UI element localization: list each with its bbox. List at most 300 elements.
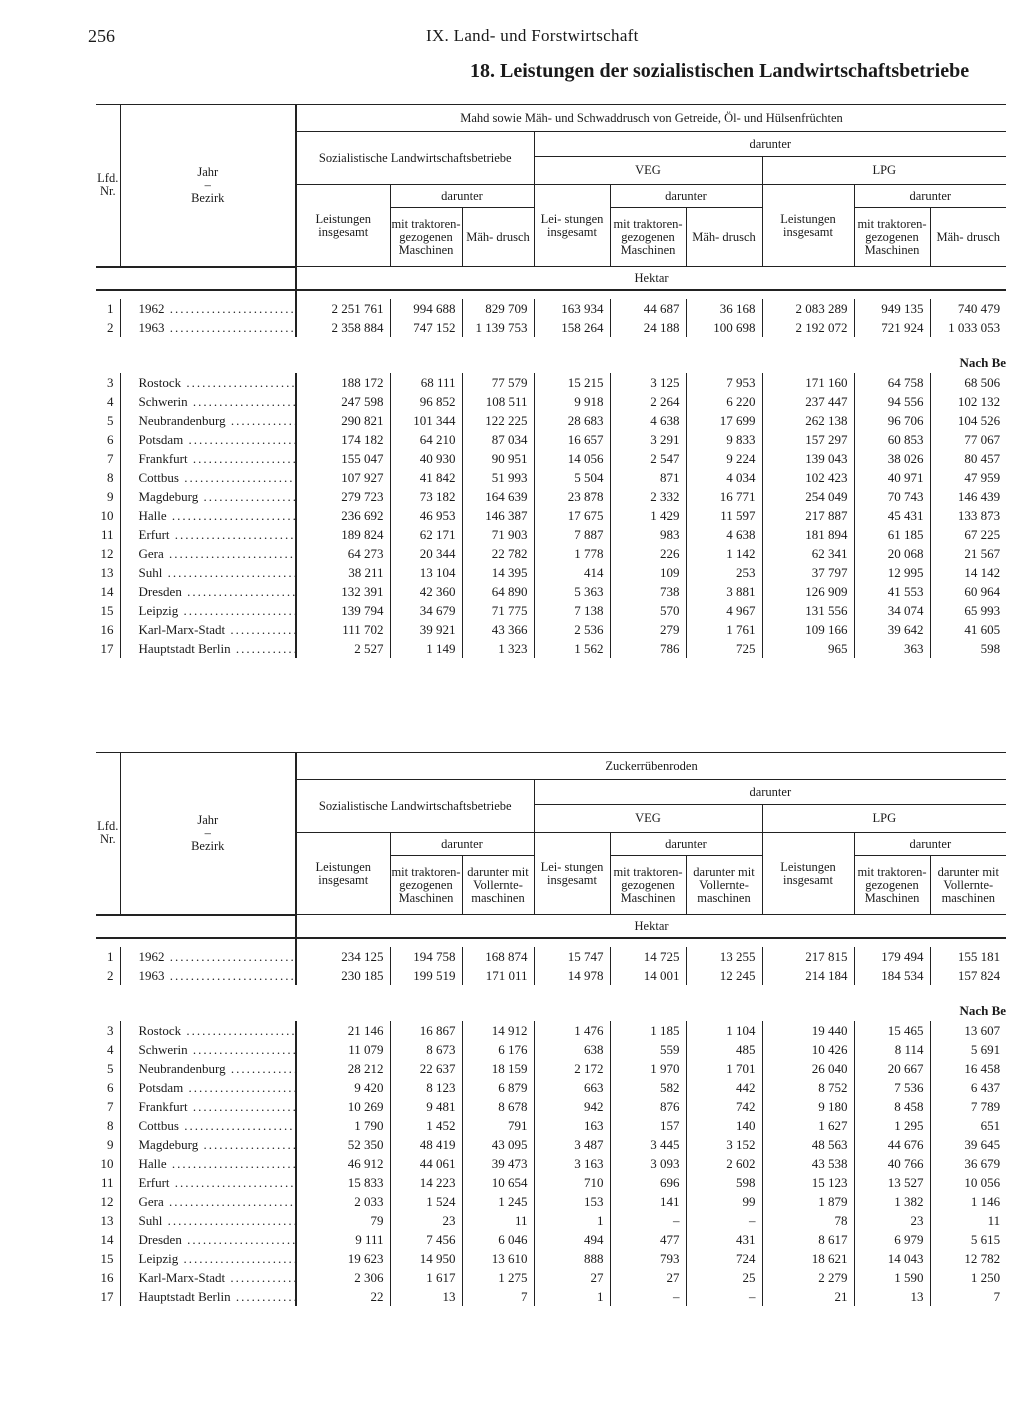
table-cell: 42 360 [390, 582, 462, 601]
table-cell: 44 687 [610, 299, 686, 318]
table-cell: 1 790 [296, 1116, 390, 1135]
table-cell: 141 [610, 1192, 686, 1211]
table-cell: 46 953 [390, 506, 462, 525]
table-cell: 1 778 [534, 544, 610, 563]
table-cell: 14 223 [390, 1173, 462, 1192]
mit-traktoren-header: mit traktoren- gezogenen Maschinen [854, 856, 930, 915]
table-cell: 77 067 [930, 430, 1006, 449]
table-row [96, 1154, 1006, 1173]
table-cell: 942 [534, 1097, 610, 1116]
table-cell: 34 679 [390, 601, 462, 620]
table-cell: 27 [534, 1268, 610, 1287]
table-cell: 20 068 [854, 544, 930, 563]
table-cell: 43 538 [762, 1154, 854, 1173]
row-label: Hauptstadt Berlin ..... [120, 1287, 296, 1306]
table-title: 18. Leistungen der sozialistischen Landwirtschaftsbetriebe [470, 60, 970, 82]
table-row [96, 1021, 1006, 1040]
table-row [96, 430, 1006, 449]
darunter-subheader: darunter [390, 833, 534, 856]
table-row [96, 947, 1006, 966]
table-cell: 8 673 [390, 1040, 462, 1059]
row-number: 7 [107, 451, 114, 466]
table-cell: 21 567 [930, 544, 1006, 563]
table-cell: 78 [762, 1211, 854, 1230]
row-number: 7 [107, 1099, 114, 1114]
row-number: 5 [107, 413, 114, 428]
row-label: Neubrandenburg ..... [120, 411, 296, 430]
table-cell: 1 323 [462, 639, 534, 658]
table-row [96, 1192, 1006, 1211]
table-cell: 1 476 [534, 1021, 610, 1040]
table-cell: 71 775 [462, 601, 534, 620]
row-label: 1962 ..... [120, 947, 296, 966]
page-number: 256 [88, 26, 115, 46]
row-label: Rostock ..... [120, 373, 296, 392]
table-cell: 1 [534, 1211, 610, 1230]
row-label: Erfurt ..... [120, 1173, 296, 1192]
row-number: 14 [100, 584, 114, 599]
mit-traktoren-header: mit traktoren- gezogenen Maschinen [610, 208, 686, 267]
table-cell: 3 093 [610, 1154, 686, 1173]
row-number: 10 [100, 1156, 114, 1171]
table-cell: 22 637 [390, 1059, 462, 1078]
statistics-table-zuckerrueben [96, 752, 1006, 1306]
table-cell: 3 291 [610, 430, 686, 449]
table-row [96, 1040, 1006, 1059]
table-cell: 4 638 [610, 411, 686, 430]
row-label: Gera ..... [120, 1192, 296, 1211]
table-cell: 48 563 [762, 1135, 854, 1154]
table-row [96, 1287, 1006, 1306]
table-cell: 721 924 [854, 318, 930, 337]
table-cell: 96 706 [854, 411, 930, 430]
table-cell: 1 033 053 [930, 318, 1006, 337]
table-cell: 104 526 [930, 411, 1006, 430]
row-number: 17 [100, 641, 114, 656]
table-cell: 6 437 [930, 1078, 1006, 1097]
table-cell: 247 598 [296, 392, 390, 411]
table-cell: 39 645 [930, 1135, 1006, 1154]
table-cell: 39 473 [462, 1154, 534, 1173]
row-label: Potsdam ..... [120, 430, 296, 449]
table-cell: 40 930 [390, 449, 462, 468]
table-cell: 262 138 [762, 411, 854, 430]
table-cell: 983 [610, 525, 686, 544]
row-label: Leipzig ..... [120, 601, 296, 620]
table-cell: 4 638 [686, 525, 762, 544]
table-cell: 131 556 [762, 601, 854, 620]
darunter-header: darunter [534, 132, 1006, 157]
row-label: Leipzig ..... [120, 1249, 296, 1268]
row-number: 6 [107, 1080, 114, 1095]
section-label: Nach Be [959, 355, 1007, 370]
table-cell: 40 766 [854, 1154, 930, 1173]
table-cell: 179 494 [854, 947, 930, 966]
table-cell: 2 172 [534, 1059, 610, 1078]
lpg-header: LPG [762, 805, 1006, 833]
table-cell: 12 782 [930, 1249, 1006, 1268]
table-cell: 43 366 [462, 620, 534, 639]
table-cell: 68 111 [390, 373, 462, 392]
table-cell: 237 447 [762, 392, 854, 411]
row-number: 11 [100, 527, 114, 542]
table-cell: 1 275 [462, 1268, 534, 1287]
row-label: Halle ..... [120, 506, 296, 525]
table-cell: 8 458 [854, 1097, 930, 1116]
table-cell: 888 [534, 1249, 610, 1268]
table-cell: 3 152 [686, 1135, 762, 1154]
table-cell: 214 184 [762, 966, 854, 985]
table-cell: 15 747 [534, 947, 610, 966]
table-cell: 23 878 [534, 487, 610, 506]
row-number: 3 [107, 375, 114, 390]
table-cell: 598 [930, 639, 1006, 658]
table-cell: 15 465 [854, 1021, 930, 1040]
table-cell: 108 511 [462, 392, 534, 411]
mit-traktoren-header: mit traktoren- gezogenen Maschinen [610, 856, 686, 915]
table-cell: 230 185 [296, 966, 390, 985]
veg-darunter-header: darunter [610, 833, 762, 856]
table-cell: 14 912 [462, 1021, 534, 1040]
table-cell: 133 873 [930, 506, 1006, 525]
table-cell: 41 553 [854, 582, 930, 601]
unit-hektar: Hektar [296, 267, 1006, 291]
table-cell: 44 676 [854, 1135, 930, 1154]
table-cell: 8 752 [762, 1078, 854, 1097]
table-cell: 2 251 761 [296, 299, 390, 318]
table-cell: 16 771 [686, 487, 762, 506]
row-number: 8 [107, 1118, 114, 1133]
table-cell: 13 527 [854, 1173, 930, 1192]
table-cell: 786 [610, 639, 686, 658]
table-cell: 52 350 [296, 1135, 390, 1154]
table-cell: 9 111 [296, 1230, 390, 1249]
table-cell: 4 034 [686, 468, 762, 487]
table-cell: 16 458 [930, 1059, 1006, 1078]
table-cell: 100 698 [686, 318, 762, 337]
table-row [96, 601, 1006, 620]
table-row [96, 449, 1006, 468]
table-cell: 14 142 [930, 563, 1006, 582]
table-cell: 155 047 [296, 449, 390, 468]
table-row [96, 620, 1006, 639]
table-cell: 1 590 [854, 1268, 930, 1287]
table-cell: 34 074 [854, 601, 930, 620]
table-cell: – [686, 1211, 762, 1230]
table-cell: 158 264 [534, 318, 610, 337]
table-cell: 5 691 [930, 1040, 1006, 1059]
mit-traktoren-header: mit traktoren- gezogenen Maschinen [390, 856, 462, 915]
table-cell: 28 683 [534, 411, 610, 430]
table-cell: 111 702 [296, 620, 390, 639]
table-cell: 171 011 [462, 966, 534, 985]
row-number: 9 [107, 1137, 114, 1152]
table-cell: 9 420 [296, 1078, 390, 1097]
table-cell: 14 725 [610, 947, 686, 966]
table-cell: 477 [610, 1230, 686, 1249]
table-cell: 7 789 [930, 1097, 1006, 1116]
row-label: Karl-Marx-Stadt ..... [120, 620, 296, 639]
bezirk-label: Bezirk [191, 838, 225, 853]
row-number: 8 [107, 470, 114, 485]
table-cell: 217 887 [762, 506, 854, 525]
table-cell: 11 [462, 1211, 534, 1230]
veg-leistungen-header: Lei- stungen insgesamt [534, 833, 610, 915]
table-cell: 101 344 [390, 411, 462, 430]
table-cell: 17 699 [686, 411, 762, 430]
table-cell: 2 602 [686, 1154, 762, 1173]
table-cell: 41 605 [930, 620, 1006, 639]
table-cell: 6 879 [462, 1078, 534, 1097]
table-cell: 47 959 [930, 468, 1006, 487]
table-cell: 99 [686, 1192, 762, 1211]
table-cell: 738 [610, 582, 686, 601]
table-cell: 696 [610, 1173, 686, 1192]
col3-header: darunter mit Vollernte- maschinen [686, 856, 762, 915]
table-cell: 20 667 [854, 1059, 930, 1078]
table-cell: 18 159 [462, 1059, 534, 1078]
darunter-header: darunter [534, 780, 1006, 805]
table-cell: 102 132 [930, 392, 1006, 411]
lpg-darunter-header: darunter [854, 833, 1006, 856]
row-label: Frankfurt ..... [120, 1097, 296, 1116]
table-cell: 7 887 [534, 525, 610, 544]
table-cell: 1 879 [762, 1192, 854, 1211]
table-cell: 10 056 [930, 1173, 1006, 1192]
table-row [96, 299, 1006, 318]
section-label: Nach Be [959, 1003, 1007, 1018]
table-cell: 3 881 [686, 582, 762, 601]
table-cell: 79 [296, 1211, 390, 1230]
col3-header: darunter mit Vollernte- maschinen [930, 856, 1006, 915]
veg-header: VEG [534, 157, 762, 185]
unit-hektar: Hektar [296, 915, 1006, 939]
row-label: Karl-Marx-Stadt ..... [120, 1268, 296, 1287]
jahr-bezirk-header [120, 105, 296, 267]
table-row [96, 1173, 1006, 1192]
table-cell: 793 [610, 1249, 686, 1268]
table-cell: 23 [390, 1211, 462, 1230]
table-cell: 132 391 [296, 582, 390, 601]
row-label: Schwerin ..... [120, 1040, 296, 1059]
row-number: 3 [107, 1023, 114, 1038]
table-cell: 582 [610, 1078, 686, 1097]
row-number: 15 [100, 1251, 114, 1266]
row-label: Magdeburg ..... [120, 1135, 296, 1154]
table-cell: 10 654 [462, 1173, 534, 1192]
row-number: 1 [107, 301, 114, 316]
row-number: 15 [100, 603, 114, 618]
veg-header: VEG [534, 805, 762, 833]
table-cell: 1 250 [930, 1268, 1006, 1287]
table-cell: 44 061 [390, 1154, 462, 1173]
table-cell: 146 387 [462, 506, 534, 525]
table-cell: 2 536 [534, 620, 610, 639]
table-cell: 109 166 [762, 620, 854, 639]
table-row [96, 966, 1006, 985]
col3-header: Mäh- drusch [930, 208, 1006, 267]
dash-label: – [204, 177, 211, 192]
row-number: 2 [107, 320, 114, 335]
table-cell: 1 146 [930, 1192, 1006, 1211]
row-number: 17 [100, 1289, 114, 1304]
table-cell: 61 185 [854, 525, 930, 544]
row-label: Erfurt ..... [120, 525, 296, 544]
table-cell: 19 623 [296, 1249, 390, 1268]
table-row [96, 525, 1006, 544]
table-cell: 598 [686, 1173, 762, 1192]
table-cell: 871 [610, 468, 686, 487]
table-cell: 26 040 [762, 1059, 854, 1078]
table-row [96, 468, 1006, 487]
table-cell: 71 903 [462, 525, 534, 544]
table-cell: 431 [686, 1230, 762, 1249]
table-cell: 194 758 [390, 947, 462, 966]
table-cell: 2 279 [762, 1268, 854, 1287]
row-number: 4 [107, 394, 114, 409]
table-row [96, 1135, 1006, 1154]
table-cell: 2 547 [610, 449, 686, 468]
table-cell: 9 481 [390, 1097, 462, 1116]
table-cell: 157 [610, 1116, 686, 1135]
table-cell: 1 627 [762, 1116, 854, 1135]
table-cell: 46 912 [296, 1154, 390, 1173]
table-cell: 139 043 [762, 449, 854, 468]
table-row [96, 1059, 1006, 1078]
table-cell: 38 026 [854, 449, 930, 468]
table-cell: – [610, 1211, 686, 1230]
table-cell: 8 617 [762, 1230, 854, 1249]
col3-header: darunter mit Vollernte- maschinen [462, 856, 534, 915]
table-cell: 1 245 [462, 1192, 534, 1211]
table-cell: 43 095 [462, 1135, 534, 1154]
table-cell: 1 142 [686, 544, 762, 563]
table-cell: 14 978 [534, 966, 610, 985]
row-label: Frankfurt ..... [120, 449, 296, 468]
table-cell: 174 182 [296, 430, 390, 449]
table-cell: 27 [610, 1268, 686, 1287]
table-cell: 13 610 [462, 1249, 534, 1268]
table-cell: 164 639 [462, 487, 534, 506]
row-label: 1963 ..... [120, 318, 296, 337]
row-number: 16 [100, 622, 114, 637]
table-cell: 16 867 [390, 1021, 462, 1040]
table-cell: – [686, 1287, 762, 1306]
veg-leistungen-header: Lei- stungen insgesamt [534, 185, 610, 267]
darunter-subheader: darunter [390, 185, 534, 208]
table-cell: 1 382 [854, 1192, 930, 1211]
table-cell: 37 797 [762, 563, 854, 582]
table-cell: 8 123 [390, 1078, 462, 1097]
table-row [96, 563, 1006, 582]
lfd-header: Lfd. Nr. [96, 105, 120, 267]
table-cell: 36 679 [930, 1154, 1006, 1173]
table-cell: 414 [534, 563, 610, 582]
table-row [96, 1230, 1006, 1249]
row-number: 2 [107, 968, 114, 983]
table-row [96, 506, 1006, 525]
table-cell: 17 675 [534, 506, 610, 525]
row-number: 11 [100, 1175, 114, 1190]
table-cell: 73 182 [390, 487, 462, 506]
table-row [96, 582, 1006, 601]
table-cell: 60 853 [854, 430, 930, 449]
table-cell: 363 [854, 639, 930, 658]
table-row [96, 1211, 1006, 1230]
table-cell: 45 431 [854, 506, 930, 525]
row-number: 13 [100, 565, 114, 580]
table-cell: 876 [610, 1097, 686, 1116]
table-cell: 2 192 072 [762, 318, 854, 337]
table-cell: 146 439 [930, 487, 1006, 506]
table-cell: 65 993 [930, 601, 1006, 620]
row-number: 6 [107, 432, 114, 447]
table-cell: 41 842 [390, 468, 462, 487]
table-cell: 7 [930, 1287, 1006, 1306]
table-cell: 663 [534, 1078, 610, 1097]
table-cell: 11 597 [686, 506, 762, 525]
table-cell: 494 [534, 1230, 610, 1249]
table-cell: 171 160 [762, 373, 854, 392]
table-cell: 94 556 [854, 392, 930, 411]
table-cell: 2 358 884 [296, 318, 390, 337]
table-cell: 217 815 [762, 947, 854, 966]
table-cell: 21 [762, 1287, 854, 1306]
table-cell: 9 833 [686, 430, 762, 449]
table-cell: 22 [296, 1287, 390, 1306]
table-cell: 6 176 [462, 1040, 534, 1059]
row-number: 16 [100, 1270, 114, 1285]
table-cell: 1 104 [686, 1021, 762, 1040]
table-cell: 39 642 [854, 620, 930, 639]
table-cell: 290 821 [296, 411, 390, 430]
row-label: Hauptstadt Berlin ..... [120, 639, 296, 658]
table-cell: 14 056 [534, 449, 610, 468]
table-row [96, 392, 1006, 411]
table-cell: 39 921 [390, 620, 462, 639]
table-cell: 199 519 [390, 966, 462, 985]
table-cell: 226 [610, 544, 686, 563]
table-cell: 68 506 [930, 373, 1006, 392]
row-number: 1 [107, 949, 114, 964]
table-cell: 19 440 [762, 1021, 854, 1040]
table-cell: 1 452 [390, 1116, 462, 1135]
table-cell: 4 967 [686, 601, 762, 620]
table-cell: 62 341 [762, 544, 854, 563]
row-label: Potsdam ..... [120, 1078, 296, 1097]
table-cell: 234 125 [296, 947, 390, 966]
table-cell: 163 [534, 1116, 610, 1135]
table-cell: 64 758 [854, 373, 930, 392]
main-column-title: Mahd sowie Mäh- und Schwaddrusch von Getreide, Öl- und Hülsenfrüchten [296, 105, 1006, 132]
table-cell: 724 [686, 1249, 762, 1268]
table-cell: 109 [610, 563, 686, 582]
table-cell: 1 149 [390, 639, 462, 658]
table-cell: 11 [930, 1211, 1006, 1230]
table-cell: 5 363 [534, 582, 610, 601]
table-cell: 24 188 [610, 318, 686, 337]
table-cell: 1 295 [854, 1116, 930, 1135]
table-cell: 15 123 [762, 1173, 854, 1192]
row-label: Rostock ..... [120, 1021, 296, 1040]
jahr-label: Jahr [197, 164, 219, 179]
table-cell: 140 [686, 1116, 762, 1135]
table-cell: 829 709 [462, 299, 534, 318]
table-cell: 48 419 [390, 1135, 462, 1154]
table-cell: 40 971 [854, 468, 930, 487]
table-cell: 7 [462, 1287, 534, 1306]
table-cell: 14 950 [390, 1249, 462, 1268]
